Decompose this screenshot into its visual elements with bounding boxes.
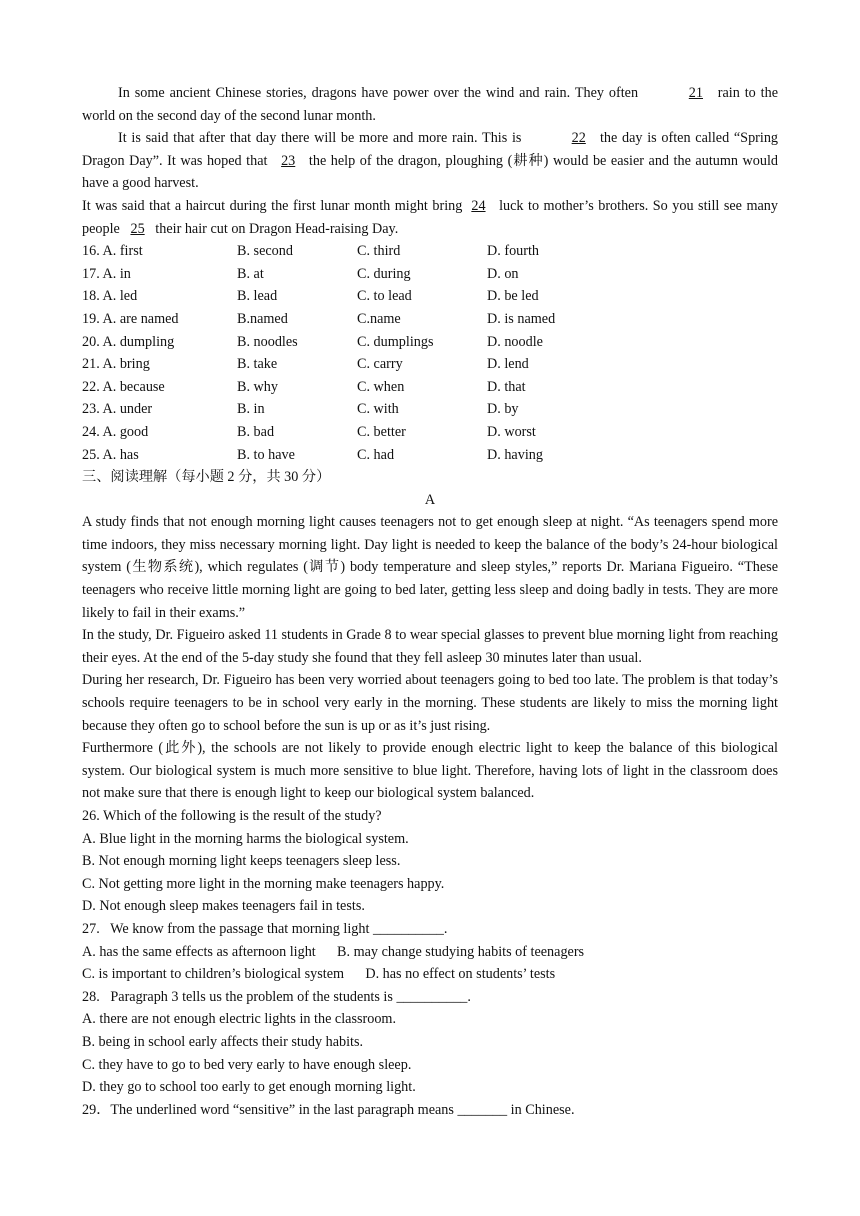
option-b: B. to have [237, 446, 295, 463]
cloze-text: luck to mother’s brothers. So you still see many people [82, 197, 778, 237]
question-27-options-row-1 [82, 941, 778, 964]
option-b: B. lead [237, 288, 278, 305]
option-a: 21. A. bring [82, 356, 150, 373]
option-d: D. by [487, 401, 519, 418]
cloze-blank-23: 23 [281, 152, 296, 169]
option-c: C.name [357, 310, 401, 327]
option-row-16 [82, 240, 778, 263]
option-b: B. second [237, 243, 293, 260]
option-b: B. why [237, 378, 278, 395]
option-a: 18. A. led [82, 288, 138, 305]
option-b: B. noodles [237, 333, 298, 350]
option-row-21 [82, 353, 778, 376]
passage-paragraph-1: A study finds that not enough morning light causes teenagers not to get enough sleep at night. “As teenagers spend more time indoors, they miss necessary morning light. Day light is needed to keep the balance of the body’s 24-hour biological system (生物系统), which regulates (调节) body temperature and sleep styles,” reports Dr. Mariana Figueiro. “These teenagers who receive little morning light are going to bed later, getting less sleep and doing badly in tests. They are more likely to fail in their exams.” [82, 514, 778, 621]
option-row-17 [82, 263, 778, 286]
cloze-blank-22: 22 [571, 130, 586, 147]
option-b: B. bad [237, 423, 275, 440]
question-27-option-b: B. may change studying habits of teenagers [337, 943, 585, 960]
question-27-option-a: A. has the same effects as afternoon light [82, 943, 316, 960]
question-27-option-d: D. has no effect on students’ tests [365, 966, 556, 983]
option-a: 16. A. first [82, 243, 143, 260]
question-28-option-c: C. they have to go to bed very early to have enough sleep. [82, 1056, 412, 1073]
option-a: 19. A. are named [82, 310, 179, 327]
question-28-option-d: D. they go to school too early to get enough morning light. [82, 1079, 416, 1096]
option-c: C. dumplings [357, 333, 434, 350]
cloze-paragraph-2 [82, 127, 778, 195]
option-b: B. in [237, 401, 265, 418]
option-row-20 [82, 331, 778, 354]
cloze-text: the help of the dragon, ploughing (耕种) would be easier and the autumn would have a good harvest. [82, 152, 778, 192]
option-c: C. to lead [357, 288, 412, 305]
cloze-text: the day is often called “Spring Dragon Day”. It was hoped that [82, 130, 779, 169]
option-c: C. had [357, 446, 395, 463]
passage-paragraph-4: Furthermore (此外), the schools are not likely to provide enough electric light to keep the balance of this biological system. Our biological system is much more sensitive to blue light. Therefore, having lots of light in the classroom does not make sure that there is enough light to keep our biological system balanced. [82, 740, 778, 802]
option-d: D. on [487, 265, 519, 282]
option-a: 17. A. in [82, 265, 131, 282]
option-row-19 [82, 308, 778, 331]
option-a: 25. A. has [82, 446, 139, 463]
option-b: B. take [237, 356, 278, 373]
question-26-option-b: B. Not enough morning light keeps teenagers sleep less. [82, 853, 401, 870]
option-row-22 [82, 376, 778, 399]
option-row-18 [82, 285, 778, 308]
option-a: 20. A. dumpling [82, 333, 175, 350]
question-28-stem: 28. Paragraph 3 tells us the problem of the students is __________. [82, 988, 471, 1005]
option-d: D. is named [487, 310, 556, 327]
option-a: 24. A. good [82, 423, 149, 440]
option-row-25 [82, 444, 778, 467]
cloze-paragraph-1 [82, 82, 778, 127]
option-a: 22. A. because [82, 378, 165, 395]
question-27-stem: 27. We know from the passage that morning light __________. [82, 920, 448, 937]
cloze-text: rain to the world on the second day of the second lunar month. [82, 85, 778, 124]
option-c: C. better [357, 423, 406, 440]
question-26-option-d: D. Not enough sleep makes teenagers fail in tests. [82, 898, 365, 915]
passage-paragraph-2: In the study, Dr. Figueiro asked 11 students in Grade 8 to wear special glasses to prevent blue morning light from reaching their eyes. At the end of the 5-day study she found that they fell asleep 30 minutes later than usual. [82, 627, 778, 666]
option-row-24 [82, 421, 778, 444]
option-b: B. at [237, 265, 264, 282]
section-heading: 三、阅读理解（每小题 2 分，共 30 分） [82, 469, 331, 486]
option-c: C. third [357, 243, 401, 260]
cloze-blank-21: 21 [688, 85, 703, 101]
question-27-options-row-2 [82, 963, 778, 986]
option-c: C. carry [357, 356, 403, 373]
question-26-stem: 26. Which of the following is the result of the study? [82, 808, 382, 824]
cloze-text: In some ancient Chinese stories, dragons have power over the wind and rain. They often [118, 85, 639, 101]
option-d: D. worst [487, 423, 536, 440]
option-d: D. having [487, 446, 543, 463]
cloze-text: It was said that a haircut during the first lunar month might bring [82, 197, 463, 214]
option-d: D. lend [487, 356, 529, 373]
option-d: D. fourth [487, 243, 540, 260]
option-a: 23. A. under [82, 401, 153, 418]
question-28-option-a: A. there are not enough electric lights in the classroom. [82, 1011, 396, 1028]
passage-paragraph-3: During her research, Dr. Figueiro has been very worried about teenagers going to bed too late. The problem is that today’s schools require teenagers to be in school very early in the morning. These students are likely to miss the morning light because they often go to school before the sun is up or as it’s just rising. [82, 672, 778, 734]
cloze-paragraph-3 [82, 195, 778, 240]
option-c: C. during [357, 265, 411, 282]
page-content [82, 82, 778, 1121]
question-26-option-c: C. Not getting more light in the morning make teenagers happy. [82, 875, 445, 892]
question-27-option-c: C. is important to children’s biological system [82, 966, 345, 983]
option-c: C. when [357, 378, 405, 395]
question-26-option-a: A. Blue light in the morning harms the biological system. [82, 830, 409, 847]
question-29-stem: 29．The underlined word “sensitive” in the last paragraph means _______ in Chinese. [82, 1101, 575, 1118]
option-d: D. be led [487, 288, 539, 305]
option-c: C. with [357, 401, 399, 418]
question-28-option-b: B. being in school early affects their study habits. [82, 1033, 364, 1050]
cloze-options [82, 240, 778, 466]
option-d: D. that [487, 378, 526, 395]
option-d: D. noodle [487, 333, 543, 350]
cloze-blank-25: 25 [130, 220, 145, 237]
option-row-23 [82, 398, 778, 421]
option-b: B.named [237, 310, 288, 327]
passage-label: A [424, 491, 436, 508]
cloze-text: It is said that after that day there will be more and more rain. This is [118, 130, 522, 147]
cloze-blank-24: 24 [471, 197, 486, 214]
cloze-text: their hair cut on Dragon Head-raising Day. [155, 220, 399, 237]
